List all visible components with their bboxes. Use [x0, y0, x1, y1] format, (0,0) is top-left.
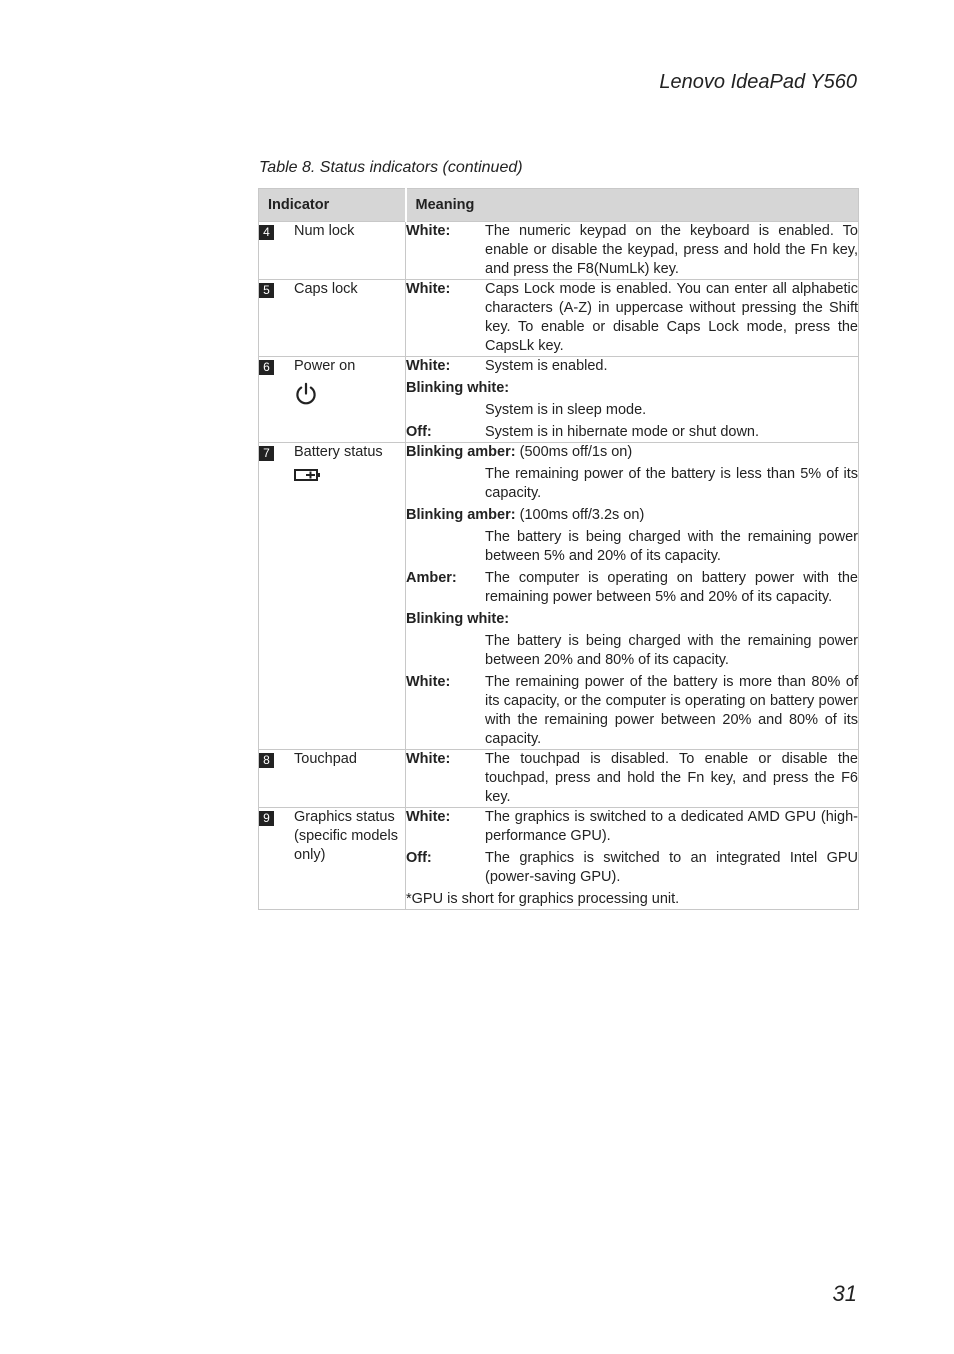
- indicator-wrap: [259, 750, 405, 769]
- meaning-description: System is in sleep mode.: [485, 402, 647, 418]
- status-indicators-table: [258, 188, 859, 910]
- table-header-row: [259, 189, 859, 222]
- table-row: [259, 357, 859, 443]
- meaning-entry: [406, 569, 858, 607]
- meaning-entry: [406, 673, 858, 749]
- footnote: *GPU is short for graphics processing unit.: [406, 891, 680, 907]
- table-caption: Table 8. Status indicators (continued): [259, 159, 523, 176]
- indicator-label-group: [294, 443, 405, 488]
- meaning-cell: [406, 808, 859, 910]
- meaning-heading-timing: (100ms off/3.2s on): [519, 507, 645, 523]
- indicator-cell: [259, 280, 406, 357]
- indicator-name: Battery status: [294, 444, 383, 460]
- meaning-description: The graphics is switched to a dedicated AMD GPU (high-performance GPU).: [485, 809, 858, 844]
- indicator-name: Touchpad: [294, 751, 357, 767]
- indicator-label-group: [294, 750, 405, 769]
- meaning-description: The computer is operating on battery power with the remaining power between 5% and 20% of its capacity.: [485, 570, 858, 605]
- meaning-cell: [406, 357, 859, 443]
- meaning-entry: [406, 222, 858, 279]
- indicator-cell: [259, 357, 406, 443]
- indicator-wrap: [259, 443, 405, 488]
- meaning-description: The battery is being charged with the remaining power between 5% and 20% of its capacity.: [485, 529, 858, 564]
- indicator-number-badge: 6: [259, 360, 274, 375]
- meaning-heading: [406, 610, 858, 629]
- indicator-label-group: [294, 280, 405, 299]
- indicator-wrap: [259, 280, 405, 299]
- column-header-indicator: Indicator: [259, 189, 406, 222]
- meaning-description: System is in hibernate mode or shut down.: [485, 424, 760, 440]
- indicator-number-badge: 7: [259, 446, 274, 461]
- indicator-number-badge: 4: [259, 225, 274, 240]
- meaning-description: The battery is being charged with the remaining power between 20% and 80% of its capacity.: [485, 633, 858, 668]
- meaning-description: The remaining power of the battery is less than 5% of its capacity.: [485, 466, 858, 501]
- running-header: Lenovo IdeaPad Y560: [659, 71, 857, 93]
- table-row: [259, 808, 859, 910]
- indicator-name: Caps lock: [294, 281, 358, 297]
- meaning-state-label: Amber:: [406, 570, 457, 586]
- table-row: [259, 443, 859, 750]
- meaning-state-label: White:: [406, 809, 451, 825]
- meaning-state-label: Off:: [406, 850, 432, 866]
- table-row: [259, 280, 859, 357]
- meaning-state-label: White:: [406, 358, 451, 374]
- meaning-description: The graphics is switched to an integrated Intel GPU (power-saving GPU).: [485, 850, 858, 885]
- meaning-state-label: Off:: [406, 424, 432, 440]
- indicator-cell: [259, 222, 406, 280]
- meaning-heading: [406, 506, 858, 525]
- meaning-description: The touchpad is disabled. To enable or disable the touchpad, press and hold the Fn key, and press the F6 key.: [485, 751, 858, 805]
- meaning-cell: [406, 750, 859, 808]
- meaning-heading-label: Blinking white:: [406, 611, 510, 627]
- meaning-entry: [406, 357, 858, 376]
- meaning-description: Caps Lock mode is enabled. You can enter all alphabetic characters (A-Z) in uppercase without pressing the Shift key. To enable or disable Caps Lock mode, press the CapsLk key.: [485, 281, 858, 354]
- meaning-cell: [406, 443, 859, 750]
- meaning-state-label: White:: [406, 223, 451, 239]
- meaning-state-label: White:: [406, 751, 451, 767]
- meaning-heading-label: Blinking white:: [406, 380, 510, 396]
- meaning-entry: [406, 808, 858, 846]
- meaning-state-label: White:: [406, 674, 451, 690]
- indicator-wrap: [259, 357, 405, 412]
- meaning-entry: [406, 423, 858, 442]
- meaning-description: The numeric keypad on the keyboard is enabled. To enable or disable the keypad, press and hold the Fn key, and press the F8(NumLk) key.: [485, 223, 858, 277]
- battery-icon: [294, 468, 405, 488]
- meaning-cell: [406, 280, 859, 357]
- indicator-name: Num lock: [294, 223, 355, 239]
- indicator-name: Power on: [294, 358, 356, 374]
- page-number: 31: [832, 1281, 857, 1306]
- indicator-label-group: [294, 808, 405, 865]
- indicator-number-badge: 9: [259, 811, 274, 826]
- indicator-cell: [259, 443, 406, 750]
- meaning-state-label: White:: [406, 281, 451, 297]
- indicator-label-group: [294, 222, 405, 241]
- meaning-entry: [406, 750, 858, 807]
- indicator-number-badge: 5: [259, 283, 274, 298]
- power-icon: [294, 382, 405, 412]
- indicator-wrap: [259, 222, 405, 241]
- indicator-label-group: [294, 357, 405, 412]
- meaning-heading: [406, 443, 858, 462]
- indicator-wrap: [259, 808, 405, 865]
- meaning-cell: [406, 222, 859, 280]
- meaning-heading: [406, 379, 858, 398]
- meaning-heading-label: Blinking amber:: [406, 444, 516, 460]
- indicator-cell: [259, 750, 406, 808]
- table-row: [259, 750, 859, 808]
- meaning-heading-timing: (500ms off/1s on): [519, 444, 633, 460]
- meaning-description: The remaining power of the battery is more than 80% of its capacity, or the computer is operating on battery power with the remaining power between 20% and 80% of its capacity.: [485, 674, 858, 747]
- table-row: [259, 222, 859, 280]
- column-header-meaning: Meaning: [406, 189, 859, 222]
- indicator-name: Graphics status (specific models only): [294, 809, 398, 863]
- meaning-description: System is enabled.: [485, 358, 608, 374]
- indicator-number-badge: 8: [259, 753, 274, 768]
- meaning-entry: [406, 280, 858, 356]
- meaning-entry: [406, 849, 858, 887]
- meaning-heading-label: Blinking amber:: [406, 507, 516, 523]
- indicator-cell: [259, 808, 406, 910]
